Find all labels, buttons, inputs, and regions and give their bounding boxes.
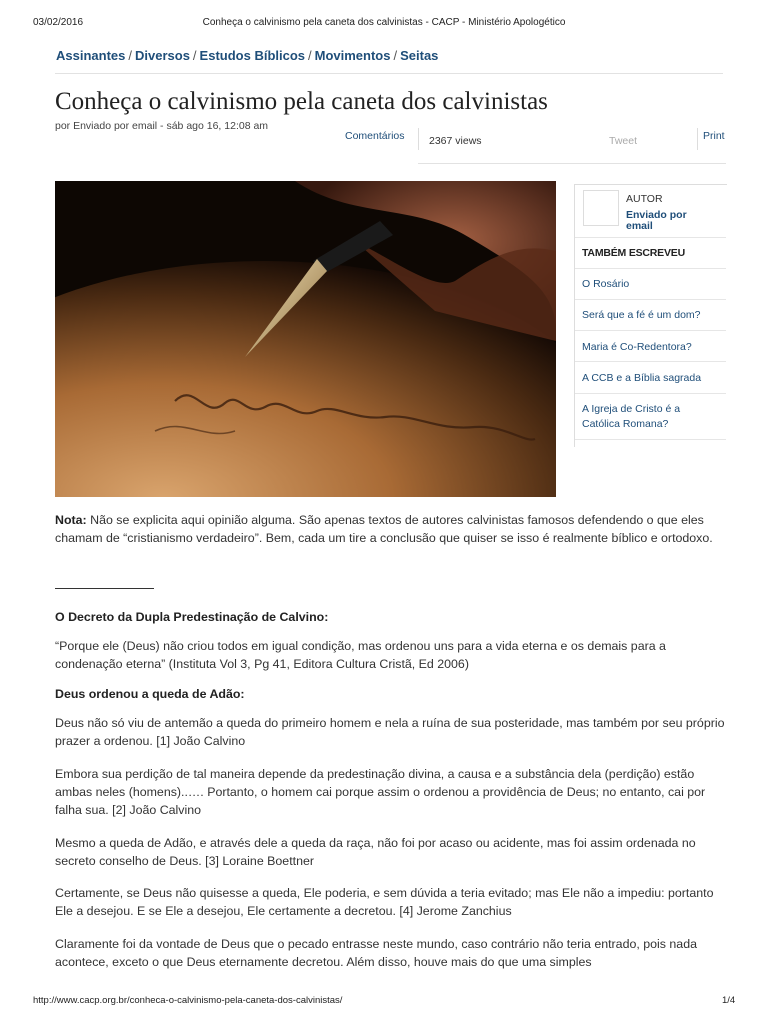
breadcrumb: Assinantes / Diversos / Estudos Bíblicos / Movimentos / Seitas bbox=[56, 48, 439, 63]
breadcrumb-diversos[interactable]: Diversos bbox=[135, 48, 190, 63]
paragraph: Claramente foi da vontade de Deus que o pecado entrasse neste mundo, caso contrário não teria entrado, pois nada acontece, exceto o que Deus eternamente decretou. Além disso, houve mais do que uma simples bbox=[55, 937, 697, 969]
hero-image bbox=[55, 181, 556, 497]
section-divider bbox=[55, 588, 154, 589]
sidebar-item-maria[interactable]: Maria é Co-Redentora? bbox=[582, 341, 692, 353]
sidebar-divider bbox=[575, 268, 726, 269]
paragraph: Deus não só viu de antemão a queda do primeiro homem e nela a ruína de sua posteridade, mas também por seu próprio prazer a ordenou. [1] João Calvino bbox=[55, 716, 725, 748]
avatar bbox=[583, 190, 619, 226]
comments-link[interactable]: Comentários bbox=[345, 130, 405, 142]
sidebar-divider bbox=[575, 237, 726, 238]
paragraph: Embora sua perdição de tal maneira depende da predestinação divina, a causa e a substância dela (perdição) estão ambas neles (homens)..…. Portanto, o homem cai porque assim o ordenou a providência de Deus; no entanto, cai por falha sua. [2] João Calvino bbox=[55, 767, 706, 817]
sidebar-item-fe-dom[interactable]: Será que a fé é um dom? bbox=[582, 309, 701, 321]
sidebar-divider bbox=[575, 439, 726, 440]
sidebar-divider bbox=[575, 361, 726, 362]
view-count: 2367 views bbox=[429, 135, 482, 147]
print-page-number: 1/4 bbox=[722, 995, 736, 1006]
meta-divider-2 bbox=[697, 128, 698, 150]
section-heading: O Decreto da Dupla Predestinação de Calvino: bbox=[55, 610, 329, 624]
note-paragraph bbox=[55, 511, 725, 547]
meta-bottom-rule bbox=[418, 163, 726, 164]
meta-divider bbox=[418, 128, 419, 150]
byline: por Enviado por email - sáb ago 16, 12:08 am bbox=[55, 120, 269, 132]
page-title: Conheça o calvinismo pela caneta dos calvinistas bbox=[55, 88, 548, 115]
sidebar-divider bbox=[575, 299, 726, 300]
breadcrumb-seitas[interactable]: Seitas bbox=[400, 48, 439, 63]
sidebar-divider bbox=[575, 330, 726, 331]
print-page-title: Conheça o calvinismo pela caneta dos calvinistas - CACP - Ministério Apologético bbox=[202, 17, 566, 28]
paragraph: “Porque ele (Deus) não criou todos em igual condição, mas ordenou uns para a vida eterna e os demais para a condenação eterna” (Instituta Vol 3, Pg 41, Editora Cultura Cristã, Ed 2006) bbox=[55, 639, 666, 671]
also-wrote-heading: TAMBÉM ESCREVEU bbox=[582, 247, 685, 259]
header-divider bbox=[55, 73, 723, 74]
author-heading: AUTOR bbox=[626, 193, 663, 205]
author-name-link[interactable]: Enviado por email bbox=[626, 209, 687, 232]
note-text: Não se explicita aqui opinião alguma. São apenas textos de autores calvinistas famosos defendendo o que eles chamam de “cristianismo verdadeiro”. Bem, cada um tire a conclusão que quiser se isso é realmente bíblico e ortodoxo. bbox=[55, 513, 713, 545]
section-heading: Deus ordenou a queda de Adão: bbox=[55, 687, 245, 701]
breadcrumb-assinantes[interactable]: Assinantes bbox=[56, 48, 126, 63]
print-url: http://www.cacp.org.br/conheca-o-calvinismo-pela-caneta-dos-calvinistas/ bbox=[33, 995, 343, 1006]
breadcrumb-estudos-biblicos[interactable]: Estudos Bíblicos bbox=[199, 48, 306, 63]
sidebar-item-o-rosario[interactable]: O Rosário bbox=[582, 278, 630, 290]
sidebar-item-ccb[interactable]: A CCB e a Bíblia sagrada bbox=[582, 372, 702, 384]
sidebar-item-igreja[interactable]: A Igreja de Cristo é a Católica Romana? bbox=[582, 403, 681, 430]
paragraph: Mesmo a queda de Adão, e através dele a queda da raça, não foi por acaso ou acidente, mas foi assim ordenada no secreto conselho de Deus. [3] Loraine Boettner bbox=[55, 836, 696, 868]
breadcrumb-movimentos[interactable]: Movimentos bbox=[314, 48, 391, 63]
print-link[interactable]: Print bbox=[703, 130, 725, 142]
print-date: 03/02/2016 bbox=[33, 17, 84, 28]
note-label: Nota: bbox=[55, 513, 87, 527]
tweet-button[interactable]: Tweet bbox=[609, 135, 638, 147]
sidebar-divider bbox=[575, 393, 726, 394]
paragraph: Certamente, se Deus não quisesse a queda, Ele poderia, e sem dúvida a teria evitado; mas Ele não a impediu: portanto Ele a desejou. E se Ele a desejou, Ele certamente a decretou. [4] Jerome Zanchius bbox=[55, 886, 714, 918]
